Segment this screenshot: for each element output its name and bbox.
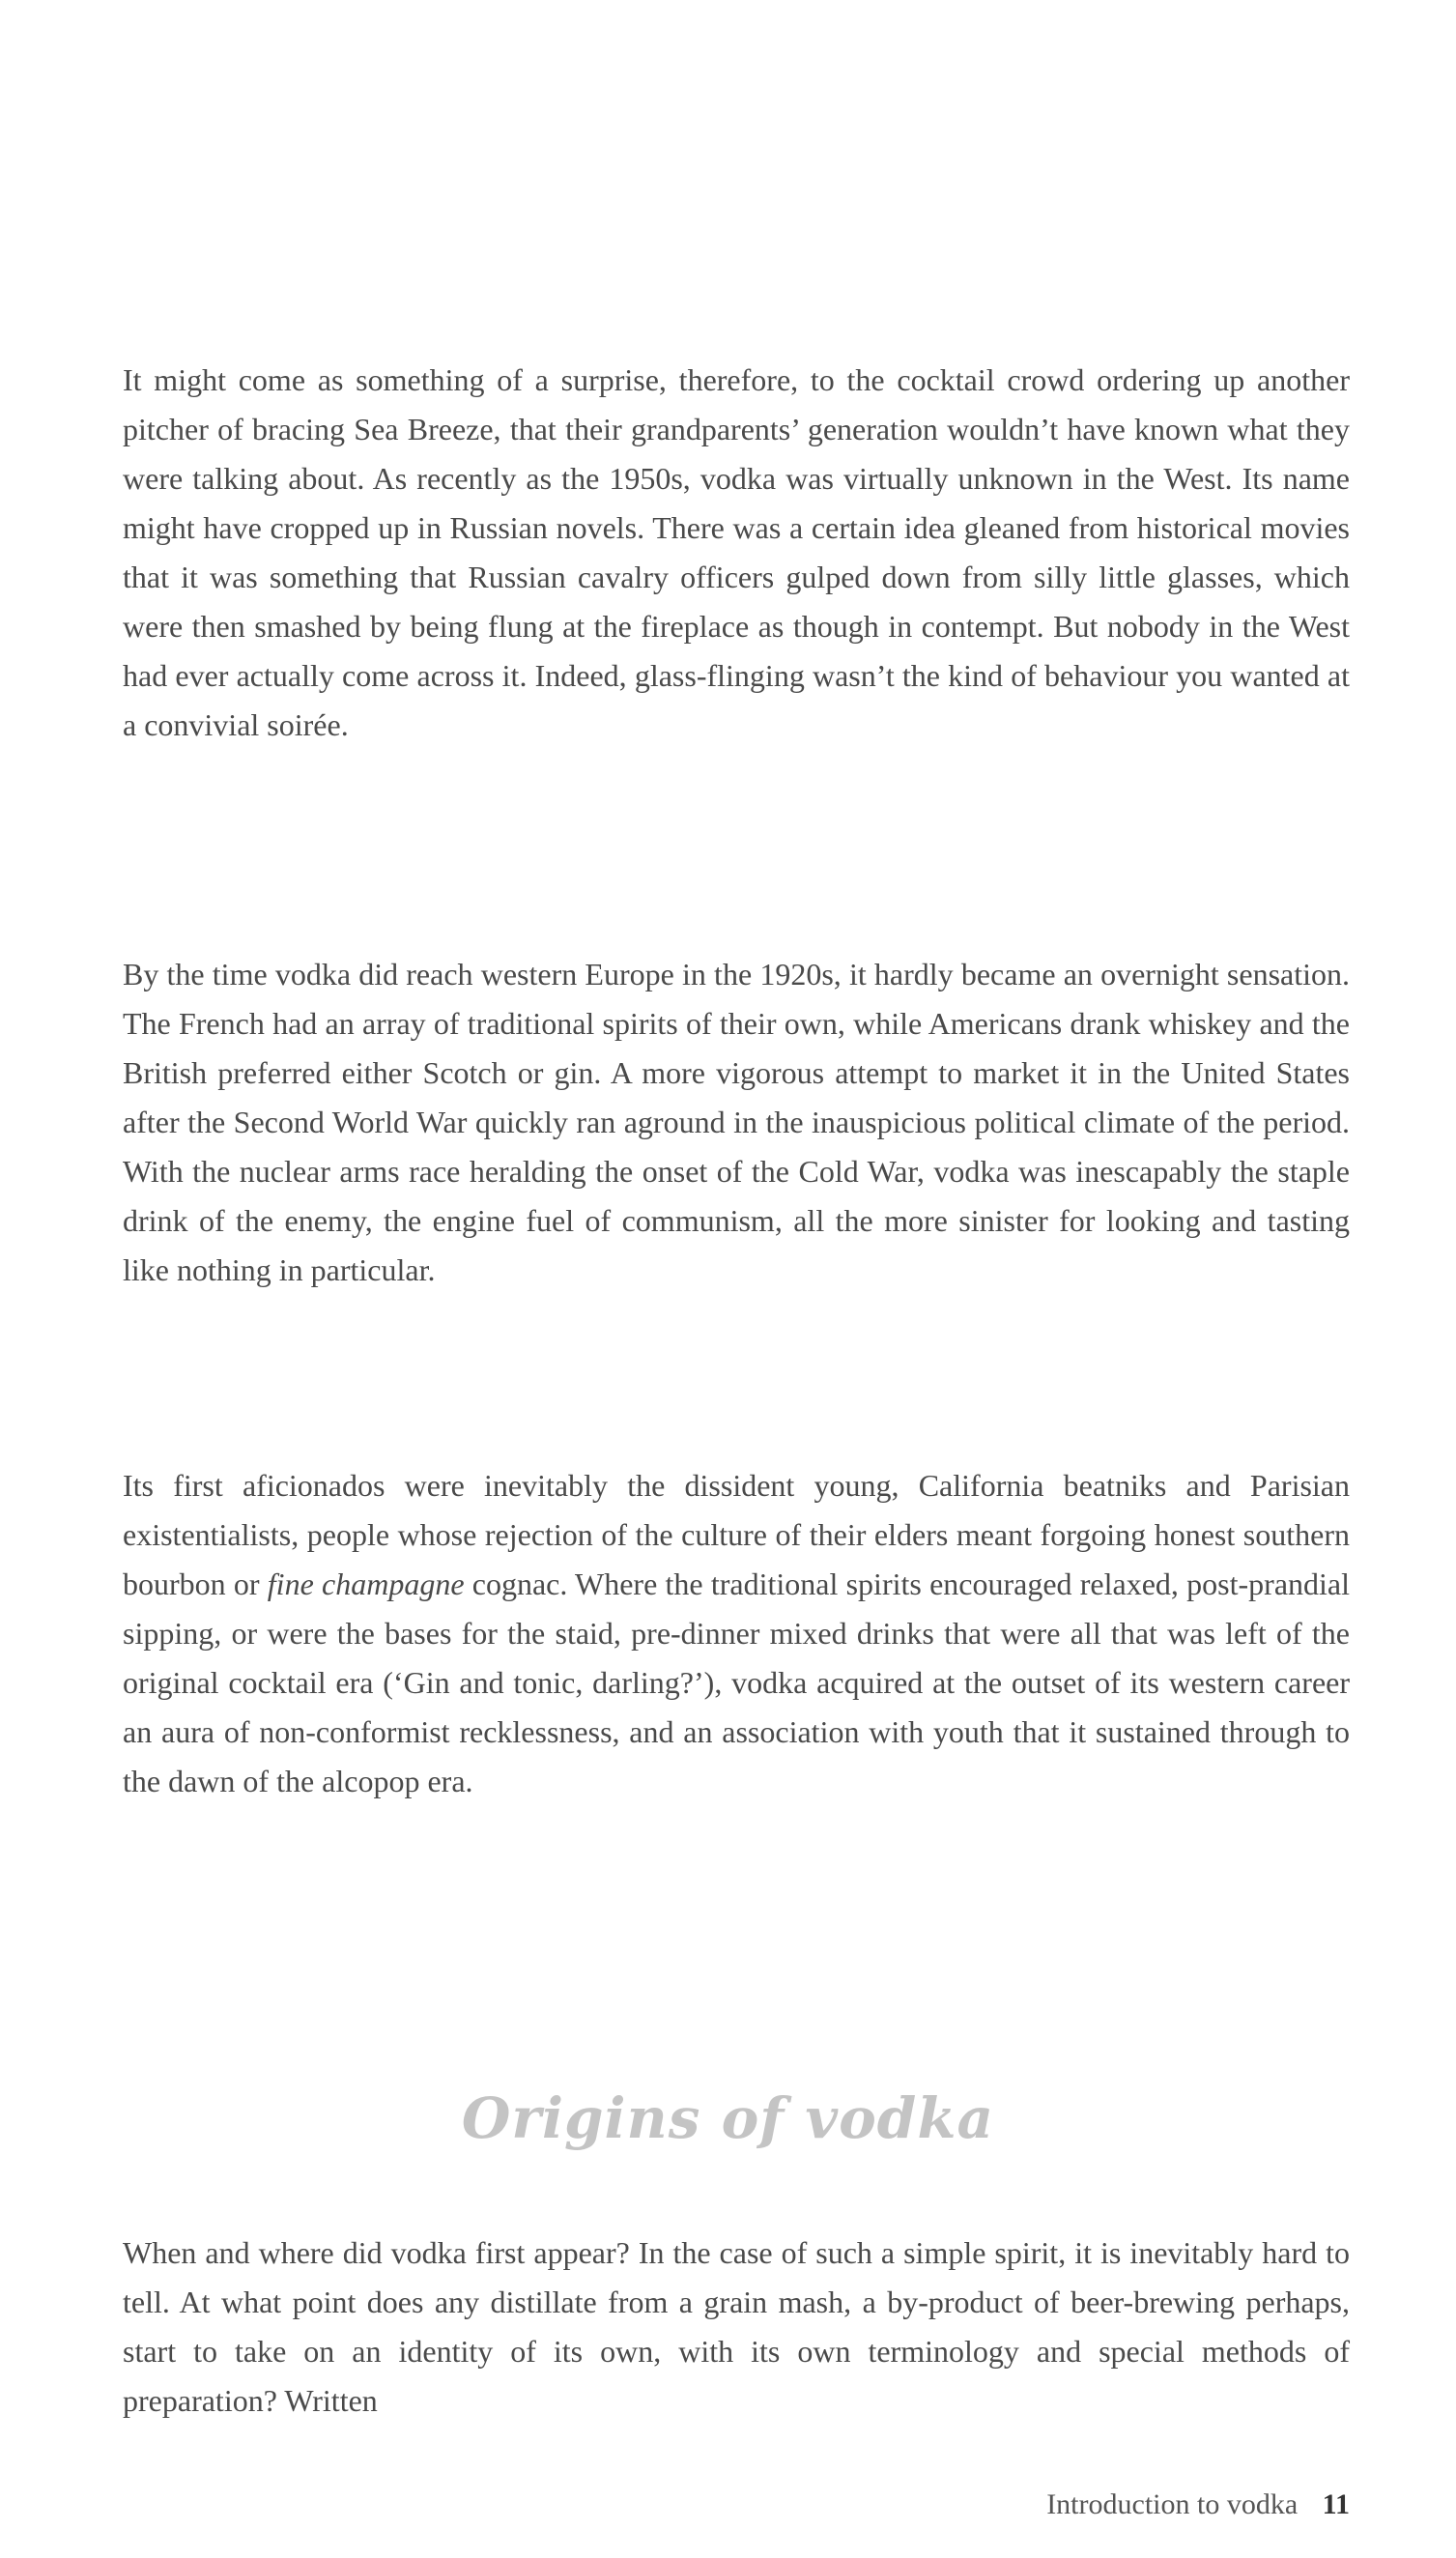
page-footer [1046, 2488, 1350, 2521]
paragraph-2: By the time vodka did reach western Europe in the 1920s, it hardly became an overnight sensation. The French had an array of traditional spirits of their own, while Americans drank whiskey and the British preferred either Scotch or gin. A more vigorous attempt to market it in the United States after the Second World War quickly ran aground in the inauspicious political climate of the period. With the nuclear arms race heralding the onset of the Cold War, vodka was inescapably the staple drink of the enemy, the engine fuel of communism, all the more sinister for looking and tasting like nothing in particular. [123, 957, 1350, 1287]
paragraph-3 [123, 1461, 1350, 1806]
running-title: Introduction to vodka [1046, 2488, 1299, 2520]
paragraph-3-text-start: Its first aficionados were inevitably the dissident young, California beatniks and Parisian existentialists, people whose rejection of the culture of their elders meant forgoing honest southern bourbon or [123, 1468, 1350, 1601]
section-heading: Origins of vodka [461, 2085, 995, 2151]
page-number: 11 [1322, 2488, 1350, 2520]
paragraph-4: When and where did vodka first appear? In the case of such a simple spirit, it is inevitably hard to tell. At what point does any distillate from a grain mash, a by-product of beer-brewing perhaps, start to take on an identity of its own, with its own terminology and special methods of preparation? Written [123, 2235, 1350, 2418]
paragraph-3-italic-phrase: fine champagne [267, 1566, 465, 1601]
paragraph-1: It might come as something of a surprise, therefore, to the cocktail crowd ordering up another pitcher of bracing Sea Breeze, that their grandparents’ generation wouldn’t have known what they were talking about. As recently as the 1950s, vodka was virtually unknown in the West. Its name might have cropped up in Russian novels. There was a certain idea gleaned from historical movies that it was something that Russian cavalry officers gulped down from silly little glasses, which were then smashed by being flung at the fireplace as though in contempt. But nobody in the West had ever actually come across it. Indeed, glass-flinging wasn’t the kind of behaviour you wanted at a convivial soirée. [123, 362, 1350, 742]
paragraph-3-text-end: cognac. Where the traditional spirits encouraged relaxed, post-prandial sipping, or were the bases for the staid, pre-dinner mixed drinks that were all that was left of the original cocktail era (‘Gin and tonic, darling?’), vodka acquired at the outset of its western career an aura of non-conformist recklessness, and an association with youth that it sustained through to the dawn of the alcopop era. [123, 1566, 1350, 1798]
